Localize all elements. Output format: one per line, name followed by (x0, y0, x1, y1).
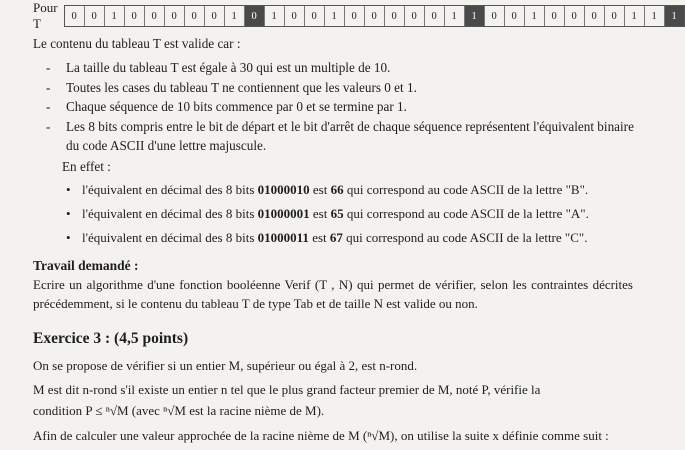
exercise-3-intro: On se propose de vérifier si un entier M, supérieur ou égal à 2, est n-rond. (33, 358, 418, 373)
bit-cell: 0 (85, 6, 105, 26)
bit-cell: 0 (125, 6, 145, 26)
bit-cell: 1 (665, 6, 684, 26)
bit-cell: 0 (245, 6, 265, 26)
bit-cell: 1 (445, 6, 465, 26)
example-post: qui correspond au code ASCII de la lettre "B". (343, 182, 589, 197)
travail-title: Travail demandé : (33, 258, 139, 273)
bit-cell: 0 (185, 6, 205, 26)
example-item (66, 226, 646, 250)
bit-cell: 0 (565, 6, 585, 26)
condition-item: - Toutes les cases du tableau T ne contiennent que les valeurs 0 et 1. (44, 78, 644, 98)
bit-cell: 1 (525, 6, 545, 26)
bit-cell: 1 (645, 6, 665, 26)
example-val: 65 (330, 206, 344, 221)
example-mid: est (308, 230, 330, 245)
bit-cell: 0 (305, 6, 325, 26)
example-bits: 01000010 (257, 182, 310, 197)
example-pre: l'équivalent en décimal des 8 bits (82, 230, 258, 245)
example-pre: l'équivalent en décimal des 8 bits (82, 206, 258, 221)
bit-cell: 0 (405, 6, 425, 26)
bit-cell: 0 (545, 6, 565, 26)
example-bits: 01000011 (257, 230, 309, 245)
example-val: 67 (329, 230, 343, 245)
example-mid: est (309, 206, 331, 221)
pour-label: Pour T (33, 0, 58, 31)
en-effet-label: En effet : (62, 159, 111, 174)
example-pre: l'équivalent en décimal des 8 bits (82, 182, 258, 197)
n-rond-condition: condition P ≤ ⁿ√M (avec ⁿ√M est la racine nième de M). (33, 403, 325, 418)
bit-cell: 1 (105, 6, 125, 26)
condition-item: - Chaque séquence de 10 bits commence par 0 et se termine par 1. (44, 97, 644, 117)
bit-cell: 0 (385, 6, 405, 26)
bit-cell: 0 (205, 6, 225, 26)
example-bits: 01000001 (257, 206, 310, 221)
condition-item: - La taille du tableau T est égale à 30 qui est un multiple de 10. (44, 58, 644, 78)
example-post: qui correspond au code ASCII de la lettre "C". (342, 230, 588, 245)
intro-text: Le contenu du tableau T est valide car : (33, 36, 241, 51)
array-example (33, 0, 685, 31)
bit-cell: 0 (585, 6, 605, 26)
suite-intro: Afin de calculer une valeur approchée de la racine nième de M (ⁿ√M), on utilise la suite x définie comme suit : (33, 428, 609, 443)
bit-cell: 0 (65, 6, 85, 26)
bit-cell: 0 (365, 6, 385, 26)
n-rond-definition: M est dit n-rond s'il existe un entier n tel que le plus grand facteur premier de M, noté P, vérifie la (33, 382, 541, 397)
example-mid: est (309, 182, 331, 197)
bit-cell: 1 (325, 6, 345, 26)
bit-cell: 0 (505, 6, 525, 26)
bit-cell: 1 (225, 6, 245, 26)
exercise-3-title: Exercice 3 : (4,5 points) (33, 330, 189, 347)
example-item (66, 178, 646, 202)
example-list (66, 178, 646, 250)
bit-cell: 0 (485, 6, 505, 26)
bit-cell: 0 (425, 6, 445, 26)
condition-item: - Les 8 bits compris entre le bit de départ et le bit d'arrêt de chaque séquence représentent l'équivalent binaire du code ASCII d'une lettre majuscule. (44, 117, 644, 156)
bit-cell: 1 (465, 6, 485, 26)
bit-cell: 0 (345, 6, 365, 26)
bit-cell: 0 (165, 6, 185, 26)
bit-cell: 0 (285, 6, 305, 26)
bit-cell: 1 (625, 6, 645, 26)
bit-table (64, 5, 685, 27)
bit-cell: 0 (145, 6, 165, 26)
example-item (66, 202, 646, 226)
validity-conditions (44, 58, 644, 156)
bit-cell: 1 (265, 6, 285, 26)
example-val: 66 (330, 182, 344, 197)
bit-cell: 0 (605, 6, 625, 26)
travail-text: Ecrire un algorithme d'une fonction booléenne Verif (T , N) qui permet de vérifier, selon les contraintes décrites précédemment, si le contenu du tableau T de type Tab et de taille N est valide ou non. (33, 277, 633, 311)
example-post: qui correspond au code ASCII de la lettre "A". (343, 206, 589, 221)
